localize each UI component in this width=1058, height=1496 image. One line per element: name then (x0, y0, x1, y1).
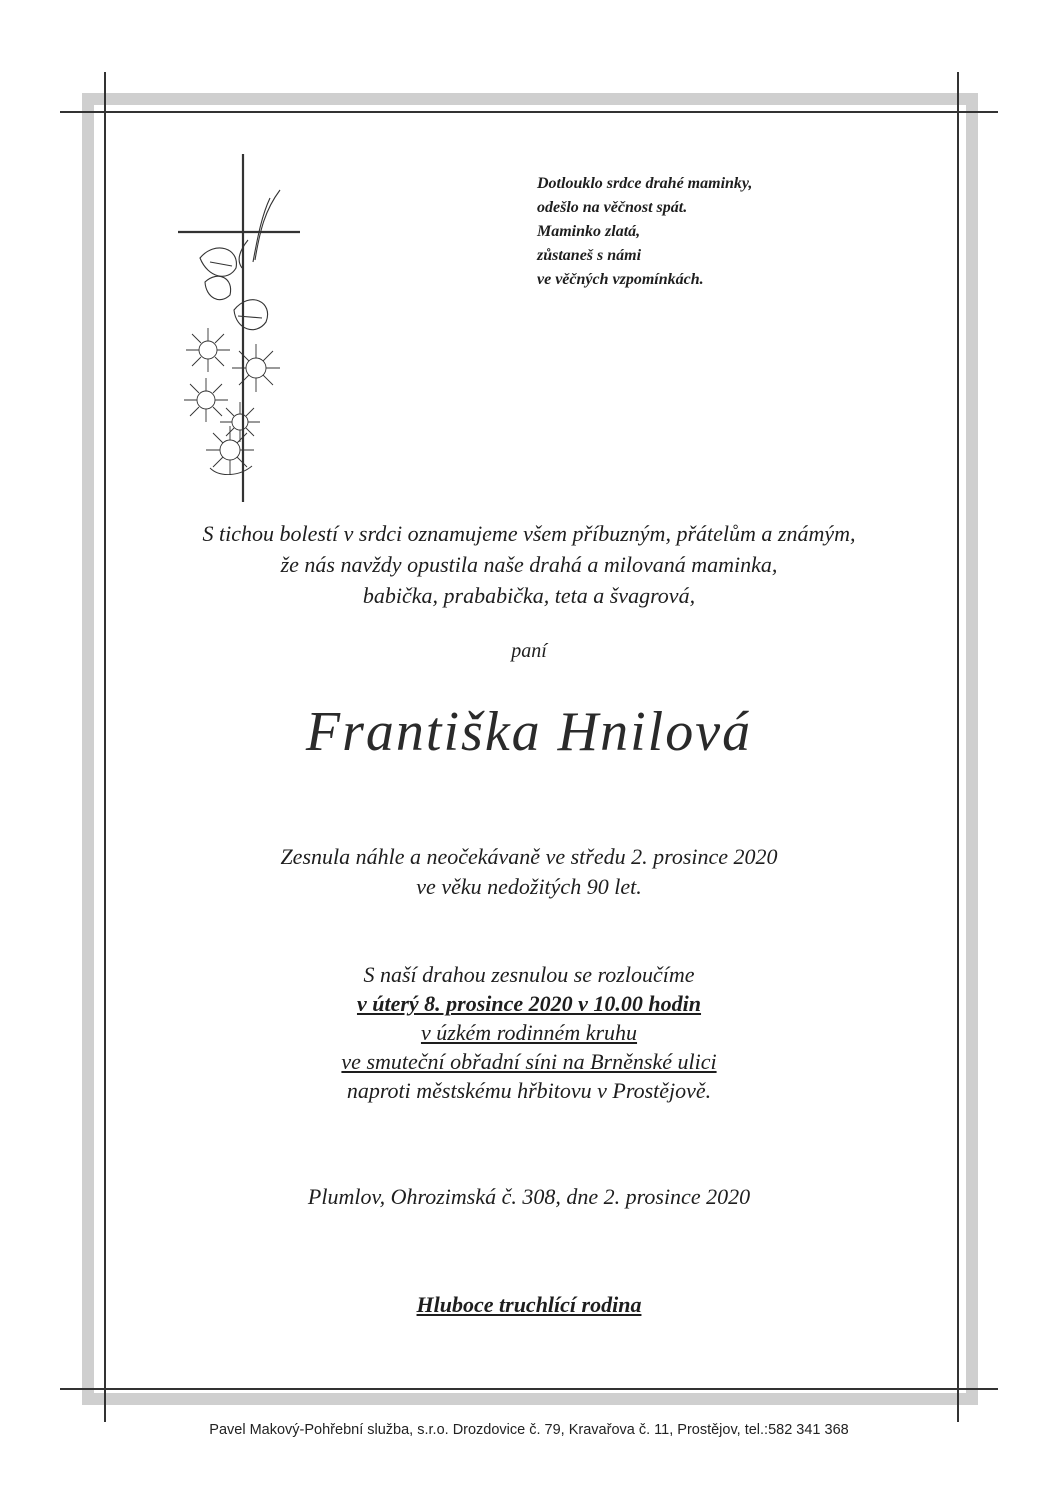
frame-top-band (82, 93, 978, 105)
announcement-line: babička, prababička, teta a švagrová, (362, 583, 696, 608)
honorific: paní (511, 640, 547, 662)
farewell-location: naproti městskému hřbitovu v Prostějově. (346, 1078, 712, 1103)
farewell-datetime: v úterý 8. prosince 2020 v 10.00 hodin (356, 991, 702, 1016)
farewell-info (0, 960, 1058, 1105)
announcement-text (0, 518, 1058, 611)
announcement-line: že nás navždy opustila naše drahá a milovaná maminka, (280, 552, 778, 577)
farewell-circle: v úzkém rodinném kruhu (420, 1020, 638, 1045)
cross-with-flowers-icon (170, 150, 300, 510)
poem-line: Dotlouklo srdce drahé maminky, (537, 175, 753, 192)
farewell-venue: ve smuteční obřadní síni na Brněnské ulici (341, 1049, 717, 1074)
death-age-line: ve věku nedožitých 90 let. (416, 874, 642, 899)
poem-line: Maminko zlatá, (537, 223, 641, 240)
death-date-line: Zesnula náhle a neočekávaně ve středu 2. prosince 2020 (280, 844, 778, 869)
frame-bottom-band (82, 1393, 978, 1405)
death-info (0, 842, 1058, 902)
signature: Hluboce truchlící rodina (416, 1292, 642, 1317)
poem-line: ve věčných vzpomínkách. (537, 271, 704, 288)
poem (537, 172, 857, 292)
poem-line: zůstaneš s námi (537, 247, 642, 264)
announcement-line: S tichou bolestí v srdci oznamujeme všem příbuzným, přátelům a známým, (202, 521, 856, 546)
deceased-name: Františka Hnilová (305, 701, 753, 763)
place-date: Plumlov, Ohrozimská č. 308, dne 2. prosince 2020 (307, 1184, 751, 1209)
frame-bottom-line (60, 1388, 998, 1390)
frame-top-line (60, 111, 998, 113)
poem-line: odešlo na věčnost spát. (537, 199, 688, 216)
farewell-intro: S naší drahou zesnulou se rozloučíme (363, 962, 695, 987)
footer-contact: Pavel Makový-Pohřební služba, s.r.o. Drozdovice č. 79, Kravařova č. 11, Prostějov, tel.:582 341 368 (209, 1422, 849, 1438)
